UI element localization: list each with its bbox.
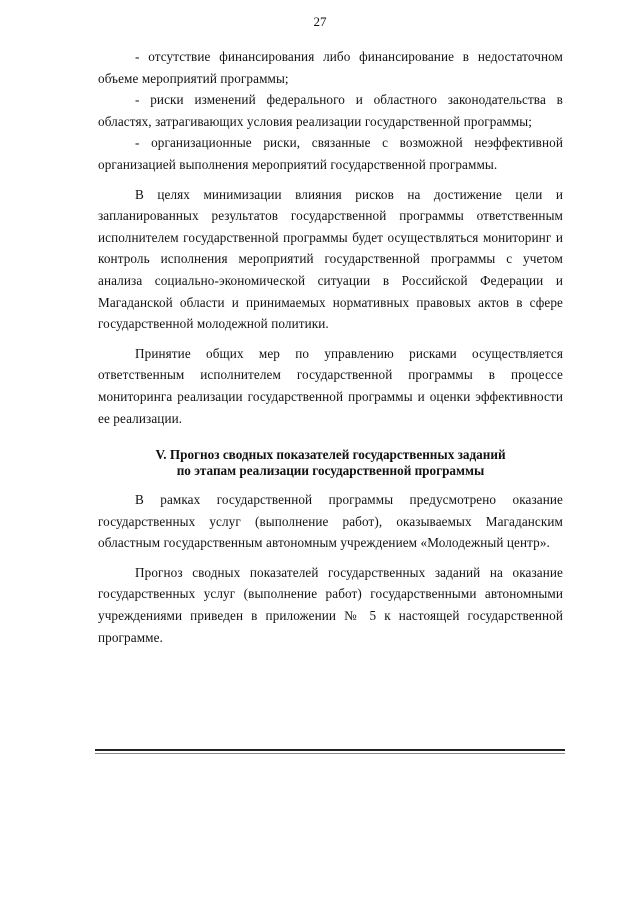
section-heading-line2: по этапам реализации государственной программы [176,463,485,479]
paragraph-risk-legislation: - риски изменений федерального и областного законодательства в областях, затрагивающих условия реализации государственной программы; [98,92,563,129]
paragraph-state-services: В рамках государственной программы предусмотрено оказание государственных услуг (выполнение работ), оказываемых Магаданским областным государственным автономным учреждением «Молодежный центр». [98,492,563,551]
footer-divider-thin [95,753,565,754]
paragraph-risk-management: Принятие общих мер по управлению рисками осуществляется ответственным исполнителем государственной программы в процессе мониторинга реализации государственной программы и оценки эффективности ее реализации. [98,345,563,426]
footer-divider [95,749,565,751]
section-heading-line1: V. Прогноз сводных показателей государственных заданий [155,447,506,463]
paragraph-forecast: Прогноз сводных показателей государственных заданий на оказание государственных услуг (выполнение работ) государственными автономными учреждениями приведен в приложении № 5 к настоящей государственной программе. [98,564,563,645]
section-heading [98,447,563,479]
paragraph-risk-financing: - отсутствие финансирования либо финансирование в недостаточном объеме мероприятий программы; [98,49,563,86]
paragraph-risk-minimization: В целях минимизации влияния рисков на достижение цели и запланированных результатов государственной программы ответственным исполнителем государственной программы будет осуществляться мониторинг и контроль исполнения мероприятий государственной программы с учетом анализа социально-экономической ситуации в Российской Федерации и Магаданской области и принимаемых нормативных правовых актов в сфере государственной молодежной политики. [98,186,563,332]
document-body [98,46,563,648]
page-number: 27 [313,14,327,29]
paragraph-risk-organizational: - организационные риски, связанные с возможной неэффективной организацией выполнения мероприятий государственной программы. [98,135,563,172]
